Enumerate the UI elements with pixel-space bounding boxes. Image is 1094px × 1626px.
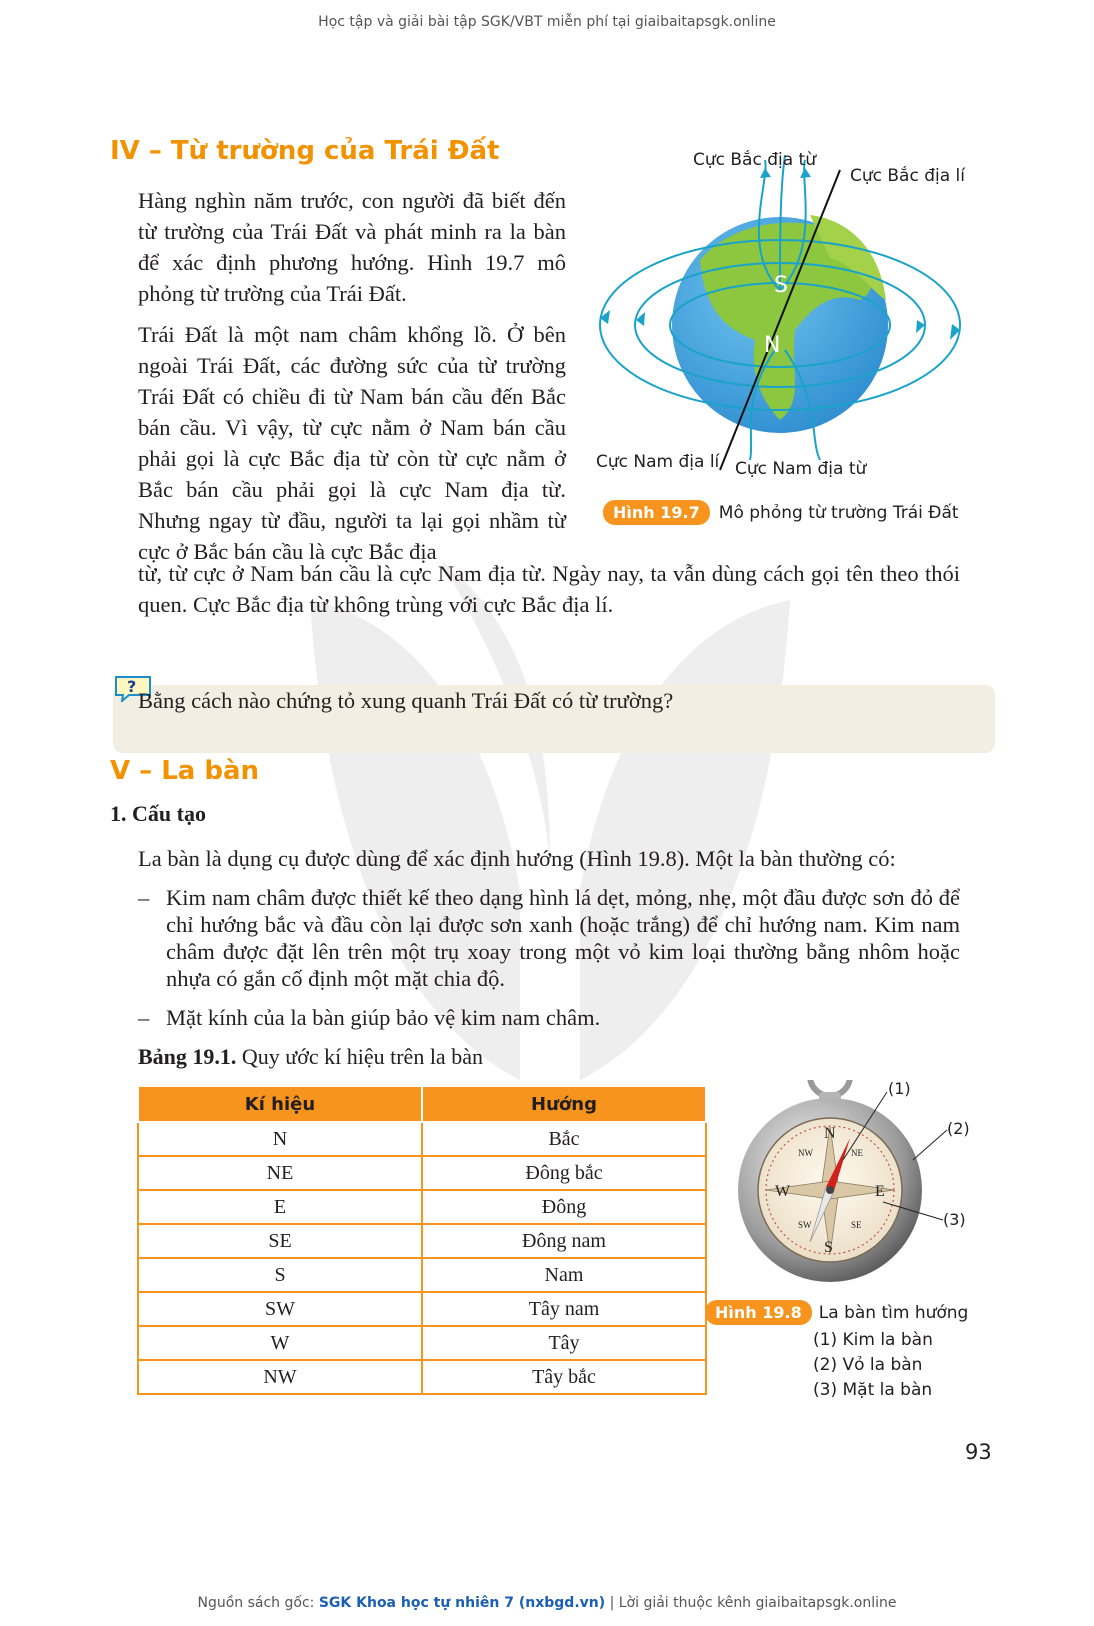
pole-n-label: N bbox=[764, 333, 781, 358]
table-row: S Nam bbox=[138, 1258, 706, 1292]
footer-source-link[interactable]: SGK Khoa học tự nhiên 7 (nxbgd.vn) bbox=[318, 1595, 606, 1611]
north-magnetic-pole-label: Cực Bắc địa từ bbox=[693, 150, 817, 170]
svg-text:NE: NE bbox=[851, 1148, 863, 1158]
south-magnetic-pole-label: Cực Nam địa từ bbox=[735, 459, 867, 479]
bullet-item: – Kim nam châm được thiết kế theo dạng hình lá dẹt, mỏng, nhẹ, một đầu được sơn đỏ để chỉ hướng bắc và đầu còn lại được sơn xanh (hoặc trắng) để chỉ hướng nam. Kim nam châm được đặt lên trên một trụ xoay trong một vỏ kim loại thường bằng nhôm hoặc nhựa có gắn cố định một mặt chia độ. bbox=[138, 885, 960, 991]
table-row: NW Tây bắc bbox=[138, 1360, 706, 1394]
svg-text:W: W bbox=[775, 1183, 791, 1200]
table-row: W Tây bbox=[138, 1326, 706, 1360]
svg-text:(3): (3) bbox=[943, 1210, 966, 1229]
svg-text:SW: SW bbox=[798, 1220, 812, 1230]
header-source-line: Học tập và giải bài tập SGK/VBT miễn phí tại giaibaitapsgk.online bbox=[318, 14, 776, 30]
legend-item: (3) Mặt la bàn bbox=[813, 1380, 933, 1400]
table-row: NE Đông bắc bbox=[138, 1156, 706, 1190]
figure-19-8-caption-text: La bàn tìm hướng bbox=[818, 1303, 969, 1323]
section-5-title: V – La bàn bbox=[110, 756, 260, 786]
figure-19-8-legend bbox=[813, 1328, 933, 1403]
legend-item: (1) Kim la bàn bbox=[813, 1330, 933, 1350]
table-row: SW Tây nam bbox=[138, 1292, 706, 1326]
pole-s-label: S bbox=[774, 273, 788, 298]
bullet-item: – Mặt kính của la bàn giúp bảo vệ kim nam châm. bbox=[138, 1005, 601, 1030]
figure-19-7-caption bbox=[603, 500, 959, 525]
svg-text:(1): (1) bbox=[888, 1080, 911, 1098]
publisher-watermark bbox=[290, 560, 810, 1120]
table-header-row bbox=[138, 1086, 706, 1122]
section-4-paragraph-1-block bbox=[138, 185, 566, 567]
section-4-paragraph-2: Trái Đất là một nam châm khổng lồ. Ở bên ngoài Trái Đất, các đường sức của từ trường Trái Đất có chiều đi từ Nam bán cầu đến Bắc bán cầu. Vì vậy, từ cực nằm ở Nam bán cầu phải gọi là cực Bắc địa từ còn từ cực nằm ở Bắc bán cầu phải gọi là cực Nam địa từ. Nhưng ngay từ đầu, người ta lại gọi nhầm từ cực ở Bắc bán cầu là cực Bắc địa bbox=[138, 322, 566, 564]
svg-text:E: E bbox=[875, 1183, 885, 1200]
south-geographic-pole-label: Cực Nam địa lí bbox=[596, 452, 720, 472]
svg-text:?: ? bbox=[127, 677, 137, 696]
svg-text:(2): (2) bbox=[947, 1119, 970, 1138]
table-row: N Bắc bbox=[138, 1122, 706, 1156]
section-4-paragraph-1: Hàng nghìn năm trước, con người đã biết đến từ trường của Trái Đất và phát minh ra la bàn để xác định phương hướng. Hình 19.7 mô phỏng từ trường của Trái Đất. bbox=[138, 188, 566, 306]
svg-text:N: N bbox=[824, 1125, 836, 1142]
figure-19-8-caption bbox=[705, 1300, 995, 1325]
svg-text:S: S bbox=[824, 1239, 833, 1256]
table-row: E Đông bbox=[138, 1190, 706, 1224]
figure-19-8-badge: Hình 19.8 bbox=[705, 1300, 812, 1325]
page-number: 93 bbox=[965, 1440, 992, 1464]
table-header-symbol: Kí hiệu bbox=[138, 1086, 422, 1122]
section-5-bullets bbox=[138, 884, 960, 1031]
section-5-subtitle: 1. Cấu tạo bbox=[110, 801, 206, 826]
bullet-text: Kim nam châm được thiết kế theo dạng hình lá dẹt, mỏng, nhẹ, một đầu được sơn đỏ để chỉ hướng bắc và đầu còn lại được sơn xanh (hoặc trắng) để chỉ hướng nam. Kim nam châm được đặt lên trên một trụ xoay trong một vỏ kim loại thường bằng nhôm hoặc nhựa có gắn cố định một mặt chia độ. bbox=[166, 885, 960, 991]
svg-text:NW: NW bbox=[798, 1148, 813, 1158]
table-title: Bảng 19.1. Quy ước kí hiệu trên la bàn bbox=[138, 1044, 483, 1069]
earth-magnetic-field-figure bbox=[590, 140, 990, 500]
section-4-title: IV – Từ trường của Trái Đất bbox=[110, 136, 500, 166]
section-5-intro: La bàn là dụng cụ được dùng để xác định hướng (Hình 19.8). Một la bàn thường có: bbox=[138, 846, 896, 871]
bullet-text: Mặt kính của la bàn giúp bảo vệ kim nam châm. bbox=[166, 1005, 601, 1030]
question-text: Bằng cách nào chứng tỏ xung quanh Trái Đất có từ trường? bbox=[138, 688, 674, 713]
table-row: SE Đông nam bbox=[138, 1224, 706, 1258]
footer-source: Nguồn sách gốc: SGK Khoa học tự nhiên 7 (nxbgd.vn) | Lời giải thuộc kênh giaibaitapsgk.online bbox=[197, 1595, 897, 1611]
north-geographic-pole-label: Cực Bắc địa lí bbox=[850, 166, 966, 186]
figure-19-7-caption-text: Mô phỏng từ trường Trái Đất bbox=[718, 503, 959, 523]
table-header-direction: Hướng bbox=[422, 1086, 706, 1122]
direction-symbols-table bbox=[137, 1085, 707, 1395]
section-4-paragraph-2-continued: từ, từ cực ở Nam bán cầu là cực Nam địa từ. Ngày nay, ta vẫn dùng cách gọi tên theo thói quen. Cực Bắc địa từ không trùng với cực Bắc địa lí. bbox=[138, 561, 960, 617]
figure-19-7-badge: Hình 19.7 bbox=[603, 500, 710, 525]
legend-item: (2) Vỏ la bàn bbox=[813, 1355, 923, 1375]
svg-text:SE: SE bbox=[851, 1220, 862, 1230]
